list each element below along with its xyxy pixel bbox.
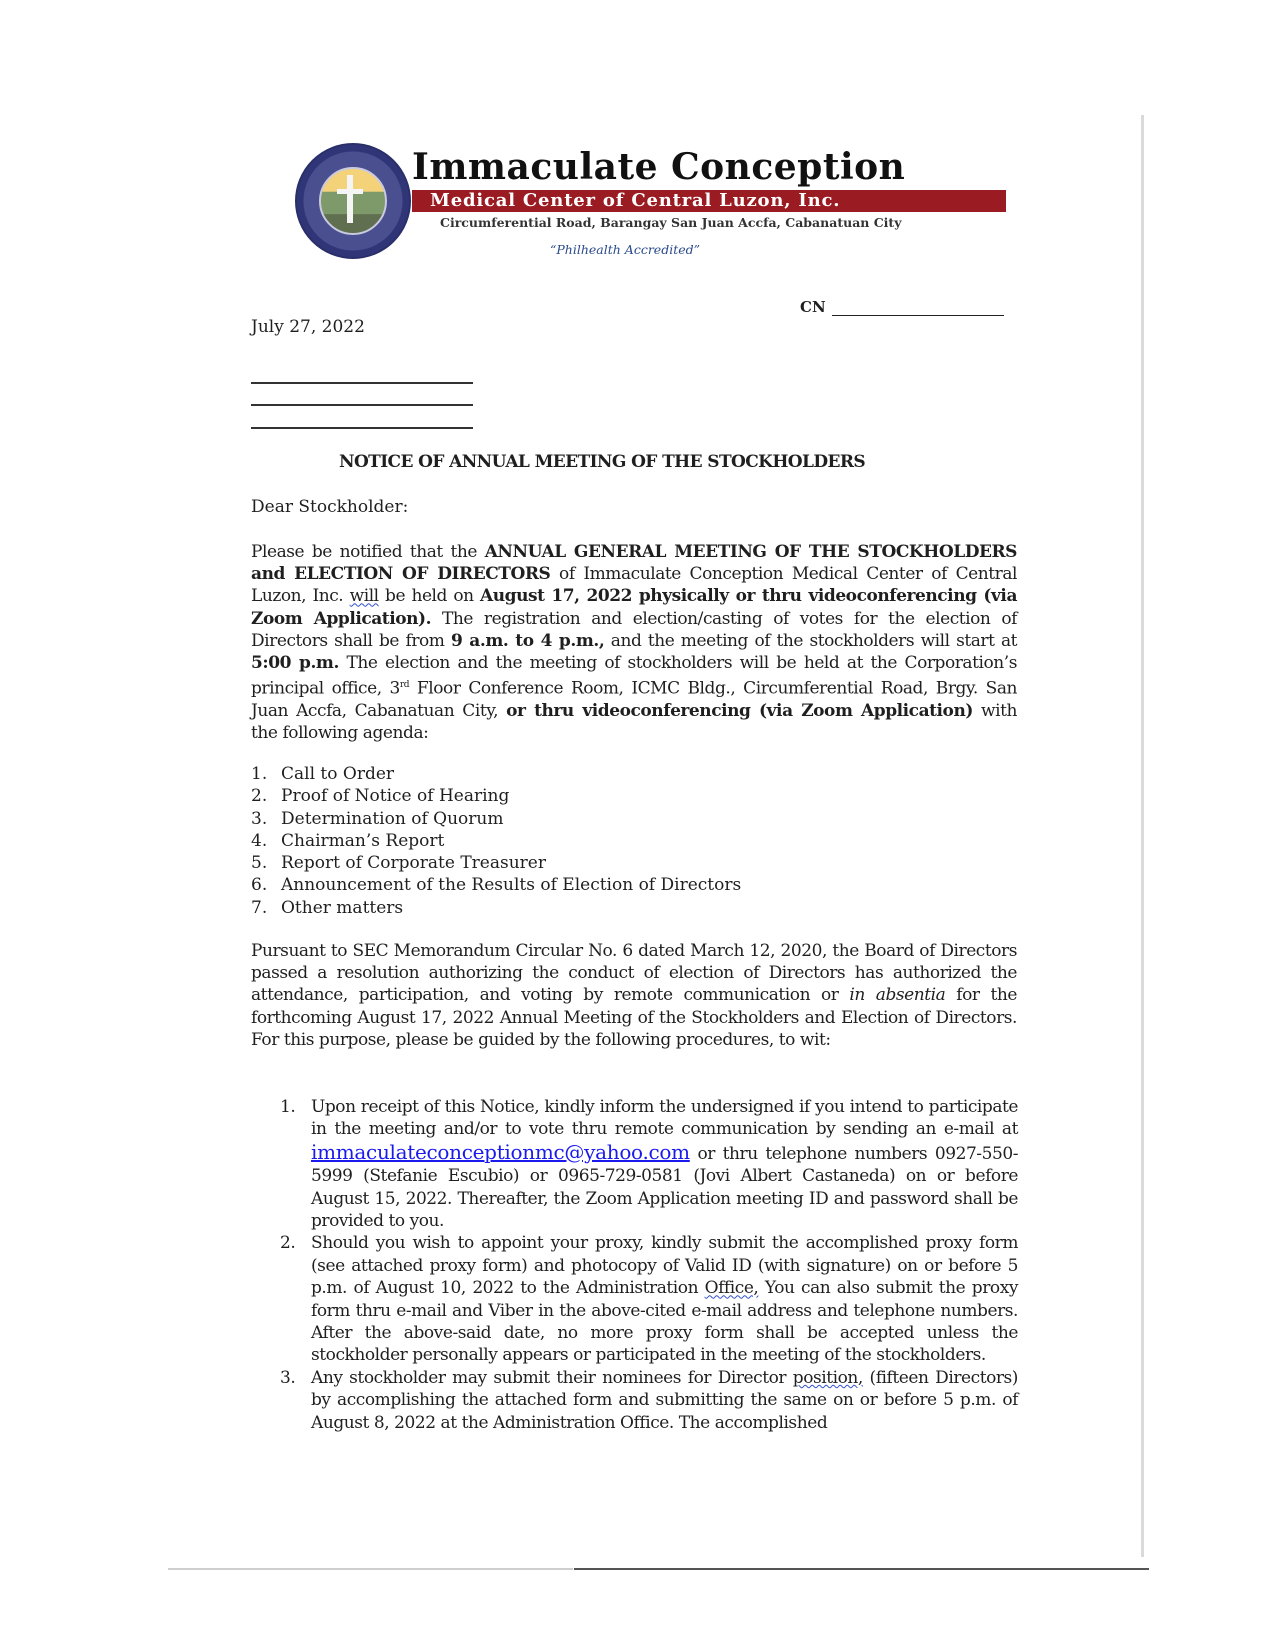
seal-cross-bar	[337, 189, 363, 194]
org-subtitle: Medical Center of Central Luzon, Inc.	[412, 190, 1006, 212]
spellcheck-flag: Office,	[704, 1278, 759, 1299]
seal-inner	[319, 167, 387, 235]
bold-text: ANNUAL GENERAL MEETING OF THE STOCKHOLDERS and ELECTION OF DIRECTORS	[251, 542, 1017, 585]
agenda-list	[251, 763, 741, 919]
agenda-item	[251, 785, 741, 807]
procedure-item	[280, 1367, 1018, 1434]
agenda-number: 3.	[251, 808, 268, 829]
agenda-number: 7.	[251, 897, 268, 918]
text: Floor Conference Room, ICMC Bldg., Circumferential Road, Brgy. San Juan Accfa, Cabanatuan City,	[251, 678, 1018, 722]
spellcheck-flag: position,	[792, 1367, 863, 1388]
agenda-item	[251, 830, 741, 852]
org-address: Circumferential Road, Barangay San Juan Accfa, Cabanatuan City	[440, 215, 902, 230]
procedure-number: 3.	[280, 1367, 296, 1388]
org-name: Immaculate Conception	[412, 146, 906, 188]
text: for the forthcoming August 17, 2022 Annual Meeting of the Stockholders and Election of Directors. For this purpose, please be guided by the following procedures, to wit:	[251, 985, 1017, 1050]
recipient-line-3	[251, 427, 473, 429]
procedure-number: 2.	[280, 1233, 296, 1254]
text: You can also submit the proxy form thru e-mail and Viber in the above-cited e-mail address and telephone numbers. After the above-said date, no more proxy form shall be accepted unless the stockholder personally appears or participated in the meeting of the stockholders.	[311, 1278, 1018, 1366]
text: be held on	[378, 586, 480, 607]
spellcheck-flag: will	[349, 586, 379, 607]
bold-text: August 17, 2022 physically or thru videoconferencing (via Zoom Application).	[251, 586, 1018, 629]
text: Should you wish to appoint your proxy, kindly submit the accomplished proxy form (see attached proxy form) and photocopy of Valid ID (with signature) on or before 5 p.m. of August 10, 2022 to the Administration	[311, 1233, 1018, 1299]
control-number	[800, 298, 1004, 316]
pursuant-paragraph	[251, 940, 1017, 1051]
superscript: rd	[399, 680, 410, 691]
italic-text: in absentia	[849, 985, 946, 1006]
text: with the following agenda:	[251, 701, 1017, 744]
accreditation: “Philhealth Accredited”	[550, 242, 701, 257]
bold-text: 5:00 p.m.	[251, 653, 339, 674]
text: The election and the meeting of stockholders will be held at the Corporation’s principal office, 3	[251, 653, 1017, 699]
agenda-item	[251, 852, 741, 874]
agenda-number: 4.	[251, 830, 268, 851]
text: The registration and election/casting of votes for the election of Directors shall be from	[251, 608, 1017, 651]
notice-title: NOTICE OF ANNUAL MEETING OF THE STOCKHOLDERS	[339, 452, 866, 472]
agenda-label: Announcement of the Results of Election of Directors	[281, 875, 742, 896]
agenda-label: Determination of Quorum	[281, 808, 504, 829]
agenda-label: Proof of Notice of Hearing	[281, 786, 510, 807]
page-bottom-edge-dark	[574, 1568, 1149, 1570]
procedure-number: 1.	[280, 1097, 296, 1117]
control-number-label: CN	[800, 298, 826, 316]
agenda-number: 5.	[251, 853, 268, 874]
page-right-edge	[1141, 115, 1144, 1557]
agenda-label: Report of Corporate Treasurer	[281, 853, 546, 874]
seal-cross	[347, 175, 353, 223]
agenda-number: 1.	[251, 764, 268, 784]
control-number-blank	[832, 301, 1004, 316]
procedure-item	[280, 1096, 1018, 1232]
agenda-number: 6.	[251, 875, 268, 896]
procedure-item	[280, 1232, 1018, 1366]
procedures-list	[280, 1096, 1018, 1434]
page-bottom-edge-light	[168, 1568, 573, 1570]
letter-date: July 27, 2022	[251, 317, 365, 337]
recipient-line-1	[251, 382, 473, 384]
agenda-label: Call to Order	[281, 764, 395, 784]
intro-paragraph	[251, 541, 1017, 744]
bold-text: or thru videoconferencing (via Zoom Application)	[506, 701, 973, 722]
agenda-item	[251, 897, 741, 919]
email-link[interactable]: immaculateconceptionmc@yahoo.com	[311, 1139, 690, 1164]
agenda-number: 2.	[251, 786, 268, 807]
agenda-label: Chairman’s Report	[281, 830, 445, 851]
text: of Immaculate Conception Medical Center of Central Luzon, Inc.	[251, 564, 1017, 607]
text: (fifteen Directors) by accomplishing the attached form and submitting the same on or before 5 p.m. of August 8, 2022 at the Administration Office. The accomplished	[311, 1367, 1018, 1433]
agenda-label: Other matters	[281, 897, 404, 918]
recipient-line-2	[251, 404, 473, 406]
text: or thru telephone numbers 0927-550-5999 (Stefanie Escubio) or 0965-729-0581 (Jovi Albert Castaneda) on or before August 15, 2022. Thereafter, the Zoom Application meeting ID and password shall be provided to you.	[311, 1143, 1018, 1232]
agenda-item	[251, 874, 741, 896]
text: and the meeting of the stockholders will start at	[604, 630, 1018, 651]
text: Pursuant to SEC Memorandum Circular No. 6 dated March 12, 2020, the Board of Directors passed a resolution authorizing the conduct of election of Directors has authorized the attendance, participation, and voting by remote communication or	[251, 941, 1017, 1006]
salutation: Dear Stockholder:	[251, 497, 409, 517]
text: Upon receipt of this Notice, kindly inform the undersigned if you intend to participate in the meeting and/or to vote thru remote communication by sending an e-mail at	[311, 1097, 1018, 1140]
agenda-item	[251, 808, 741, 830]
bold-text: 9 a.m. to 4 p.m.,	[450, 630, 605, 651]
text: Any stockholder may submit their nominees for Director	[311, 1367, 793, 1388]
hospital-seal-logo-icon	[295, 143, 411, 259]
agenda-item	[251, 763, 741, 785]
text: Please be notified that the	[251, 542, 485, 562]
